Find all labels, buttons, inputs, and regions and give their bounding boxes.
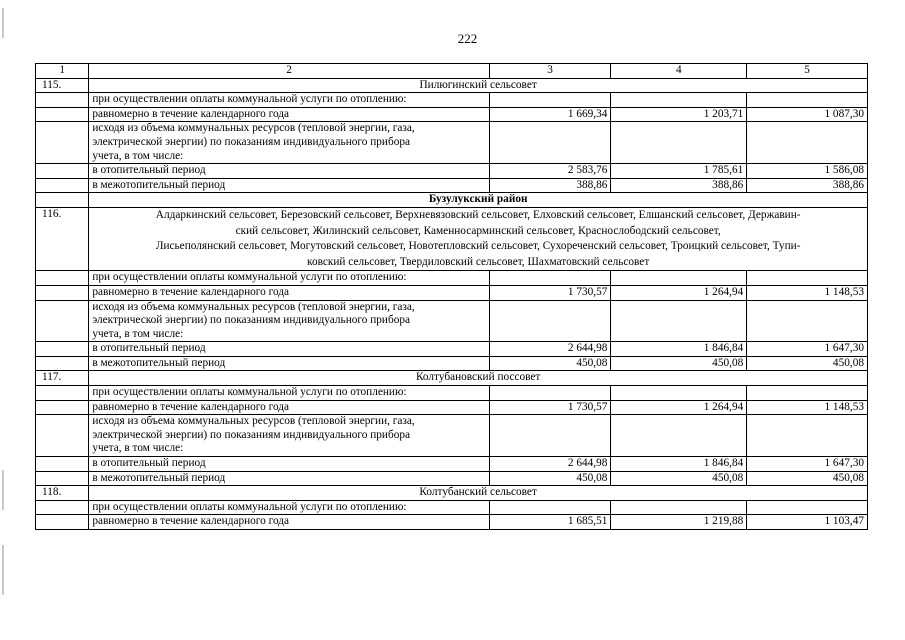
row-label: равномерно в течение календарного года bbox=[89, 107, 489, 122]
table-row bbox=[36, 500, 868, 515]
empty-cell bbox=[36, 122, 89, 164]
empty-cell bbox=[36, 271, 89, 286]
table-row bbox=[36, 515, 868, 530]
row-label-line: электрической энергии) по показаниям индивидуального прибора bbox=[92, 428, 411, 441]
row-label-line: электрической энергии) по показаниям индивидуального прибора bbox=[92, 135, 411, 148]
table-row bbox=[36, 164, 868, 179]
header-cell: 5 bbox=[747, 64, 868, 79]
table-row bbox=[36, 342, 868, 357]
section-title: Пилюгинский сельсовет bbox=[89, 78, 868, 93]
header-cell: 3 bbox=[489, 64, 611, 79]
value-cell bbox=[747, 500, 868, 515]
section-title-row bbox=[36, 78, 868, 93]
value-cell: 450,08 bbox=[489, 356, 611, 371]
value-cell: 1 730,57 bbox=[489, 285, 611, 300]
row-label bbox=[89, 300, 489, 342]
header-cell: 4 bbox=[611, 64, 747, 79]
table-row bbox=[36, 415, 868, 457]
empty-cell bbox=[36, 500, 89, 515]
value-cell bbox=[489, 271, 611, 286]
empty-cell bbox=[36, 457, 89, 472]
value-cell: 1 103,47 bbox=[747, 515, 868, 530]
value-cell: 1 685,51 bbox=[489, 515, 611, 530]
empty-cell bbox=[36, 356, 89, 371]
row-label: при осуществлении оплаты коммунальной услуги по отоплению: bbox=[89, 93, 489, 108]
empty-cell bbox=[36, 193, 89, 208]
row-label-line: учета, в том числе: bbox=[92, 442, 184, 455]
row-label: в отопительный период bbox=[89, 164, 489, 179]
value-cell: 1 264,94 bbox=[611, 285, 747, 300]
row-label-line: исходя из объема коммунальных ресурсов (тепловой энергии, газа, bbox=[92, 415, 415, 428]
value-cell bbox=[489, 386, 611, 401]
value-cell: 1 647,30 bbox=[747, 457, 868, 472]
row-label-line: исходя из объема коммунальных ресурсов (тепловой энергии, газа, bbox=[92, 122, 415, 135]
value-cell: 1 148,53 bbox=[747, 400, 868, 415]
value-cell: 2 644,98 bbox=[489, 457, 611, 472]
value-cell bbox=[489, 500, 611, 515]
table-row bbox=[36, 285, 868, 300]
section-title: Колтубанский сельсовет bbox=[89, 486, 868, 501]
empty-cell bbox=[36, 107, 89, 122]
value-cell: 450,08 bbox=[611, 471, 747, 486]
value-cell bbox=[489, 93, 611, 108]
table-row bbox=[36, 400, 868, 415]
value-cell: 1 846,84 bbox=[611, 457, 747, 472]
empty-cell bbox=[36, 515, 89, 530]
row-label bbox=[89, 122, 489, 164]
tariff-table bbox=[35, 63, 868, 530]
empty-cell bbox=[36, 471, 89, 486]
value-cell: 388,86 bbox=[489, 178, 611, 193]
section-title-line: Алдаркинский сельсовет, Березовский сельсовет, Верхневязовский сельсовет, Елховский сельсовет, Елшанский сельсовет, Державин- bbox=[155, 208, 801, 221]
row-label: равномерно в течение календарного года bbox=[89, 285, 489, 300]
value-cell bbox=[489, 415, 611, 457]
scan-edge-mark bbox=[2, 545, 4, 595]
table-row bbox=[36, 93, 868, 108]
section-title bbox=[89, 207, 868, 270]
section-title-row bbox=[36, 371, 868, 386]
value-cell: 450,08 bbox=[611, 356, 747, 371]
empty-cell bbox=[36, 342, 89, 357]
value-cell bbox=[611, 300, 747, 342]
value-cell: 388,86 bbox=[747, 178, 868, 193]
row-label-line: учета, в том числе: bbox=[92, 149, 184, 162]
empty-cell bbox=[36, 178, 89, 193]
table-row bbox=[36, 178, 868, 193]
value-cell bbox=[489, 300, 611, 342]
section-title-line: Лисьеполянский сельсовет, Могутовский сельсовет, Новотепловский сельсовет, Сухореченский сельсовет, Троицкий сельсовет, Тупи- bbox=[155, 240, 801, 253]
value-cell: 1 148,53 bbox=[747, 285, 868, 300]
section-number: 118. bbox=[36, 486, 89, 501]
section-title: Колтубановский поссовет bbox=[89, 371, 868, 386]
value-cell: 388,86 bbox=[611, 178, 747, 193]
table-row bbox=[36, 457, 868, 472]
value-cell bbox=[747, 93, 868, 108]
table-row bbox=[36, 471, 868, 486]
section-title-row bbox=[36, 486, 868, 501]
row-label: в межотопительный период bbox=[89, 356, 489, 371]
empty-cell bbox=[36, 285, 89, 300]
row-label-line: учета, в том числе: bbox=[92, 327, 184, 340]
value-cell: 1 785,61 bbox=[611, 164, 747, 179]
table-header-row bbox=[36, 64, 868, 79]
district-title: Бузулукский район bbox=[89, 193, 868, 208]
district-row bbox=[36, 193, 868, 208]
empty-cell bbox=[36, 93, 89, 108]
value-cell: 1 087,30 bbox=[747, 107, 868, 122]
value-cell: 2 583,76 bbox=[489, 164, 611, 179]
value-cell: 1 669,34 bbox=[489, 107, 611, 122]
value-cell bbox=[747, 271, 868, 286]
value-cell bbox=[611, 122, 747, 164]
value-cell: 1 846,84 bbox=[611, 342, 747, 357]
row-label: в отопительный период bbox=[89, 342, 489, 357]
row-label: при осуществлении оплаты коммунальной услуги по отоплению: bbox=[89, 500, 489, 515]
value-cell bbox=[611, 500, 747, 515]
value-cell: 1 730,57 bbox=[489, 400, 611, 415]
section-title-line: ковский сельсовет, Твердиловский сельсовет, Шахматовский сельсовет bbox=[307, 255, 650, 268]
row-label: равномерно в течение календарного года bbox=[89, 515, 489, 530]
value-cell bbox=[611, 415, 747, 457]
section-number: 117. bbox=[36, 371, 89, 386]
value-cell bbox=[611, 271, 747, 286]
empty-cell bbox=[36, 400, 89, 415]
header-cell: 2 bbox=[89, 64, 489, 79]
section-number: 116. bbox=[36, 207, 89, 270]
section-title-line: ский сельсовет, Жилинский сельсовет, Каменносарминский сельсовет, Краснослободский сельсовет, bbox=[235, 224, 721, 237]
empty-cell bbox=[36, 164, 89, 179]
value-cell: 1 264,94 bbox=[611, 400, 747, 415]
value-cell: 450,08 bbox=[489, 471, 611, 486]
row-label: при осуществлении оплаты коммунальной услуги по отоплению: bbox=[89, 271, 489, 286]
value-cell bbox=[611, 386, 747, 401]
value-cell: 1 219,88 bbox=[611, 515, 747, 530]
empty-cell bbox=[36, 386, 89, 401]
empty-cell bbox=[36, 415, 89, 457]
value-cell bbox=[611, 93, 747, 108]
value-cell bbox=[747, 300, 868, 342]
table-row bbox=[36, 107, 868, 122]
table-row bbox=[36, 300, 868, 342]
scan-edge-mark bbox=[2, 470, 4, 510]
value-cell: 450,08 bbox=[747, 356, 868, 371]
value-cell bbox=[489, 122, 611, 164]
row-label: равномерно в течение календарного года bbox=[89, 400, 489, 415]
header-cell: 1 bbox=[36, 64, 89, 79]
section-title-row bbox=[36, 207, 868, 270]
table-row bbox=[36, 386, 868, 401]
table-row bbox=[36, 271, 868, 286]
value-cell: 2 644,98 bbox=[489, 342, 611, 357]
row-label-line: исходя из объема коммунальных ресурсов (тепловой энергии, газа, bbox=[92, 300, 415, 313]
row-label: в межотопительный период bbox=[89, 471, 489, 486]
section-number: 115. bbox=[36, 78, 89, 93]
row-label: в межотопительный период bbox=[89, 178, 489, 193]
table-row bbox=[36, 122, 868, 164]
value-cell: 1 203,71 bbox=[611, 107, 747, 122]
row-label: при осуществлении оплаты коммунальной услуги по отоплению: bbox=[89, 386, 489, 401]
value-cell: 450,08 bbox=[747, 471, 868, 486]
row-label: в отопительный период bbox=[89, 457, 489, 472]
value-cell: 1 586,08 bbox=[747, 164, 868, 179]
value-cell bbox=[747, 415, 868, 457]
page-number: 222 bbox=[457, 31, 478, 46]
empty-cell bbox=[36, 300, 89, 342]
table-row bbox=[36, 356, 868, 371]
value-cell bbox=[747, 386, 868, 401]
row-label-line: электрической энергии) по показаниям индивидуального прибора bbox=[92, 314, 411, 327]
value-cell: 1 647,30 bbox=[747, 342, 868, 357]
row-label bbox=[89, 415, 489, 457]
value-cell bbox=[747, 122, 868, 164]
